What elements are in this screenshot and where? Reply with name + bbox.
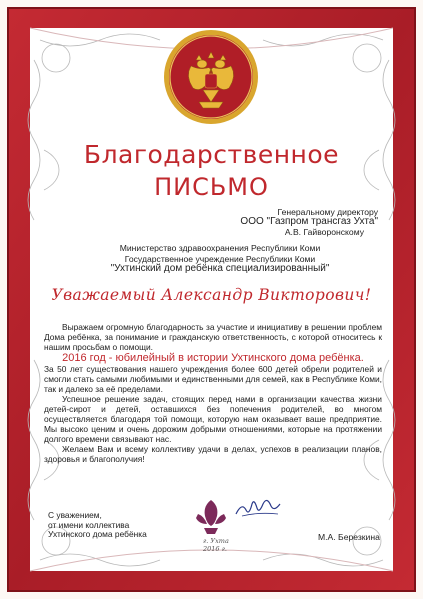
sender-ministry: Министерство здравоохранения Республики Коми	[119, 243, 321, 253]
closing-regards: С уважением,	[48, 510, 102, 520]
institution-logo	[192, 496, 230, 540]
paragraph-jubilee: 2016 год - юбилейный в истории Ухтинского дома ребёнка.	[62, 352, 364, 364]
sender-name: "Ухтинский дом ребёнка специализированный"	[110, 263, 330, 274]
coat-of-arms-emblem	[161, 22, 261, 132]
closing-collective: Ухтинского дома ребёнка	[48, 529, 147, 539]
closing-block	[48, 511, 178, 540]
paragraph-1: Выражаем огромную благодарность за участие и инициативу в решении проблем Дома ребёнка, за понимание и гражданскую ответственность, с которой относитесь к нашим просьбам о помощи.	[44, 322, 382, 352]
paragraph-5: Желаем Вам и всему коллективу удачи в делах, успехов в реализации планов, здоровья и благополучия!	[44, 444, 382, 464]
year: 2016 г.	[203, 544, 227, 553]
addressee-position: Генеральному директору	[277, 207, 378, 217]
closing-on-behalf: от имени коллектива	[48, 519, 130, 530]
letter-title-line2: ПИСЬМО	[154, 173, 269, 201]
handwritten-signature	[232, 498, 284, 520]
paragraph-3: За 50 лет существования нашего учреждения более 600 детей обрели родителей и смогли стать самыми любимыми и единственными для семей, как в Республике Коми, так и далеко за её пределами.	[44, 364, 383, 394]
sender-institution: Государственное учреждение Республики Коми	[124, 253, 316, 264]
letter-title-line1: Благодарственное	[83, 140, 340, 169]
signer-name: М.А. Березкина	[318, 532, 380, 542]
sender-block	[60, 243, 380, 275]
addressee-name: А.В. Гайворонскому	[284, 227, 364, 237]
addressee-block	[138, 207, 378, 237]
addressee-company: ООО "Газпром трансгаз Ухта"	[240, 216, 378, 227]
letter-body	[44, 322, 382, 464]
city: г. Ухта	[203, 537, 229, 545]
salutation: Уважаемый Александр Викторович!	[51, 286, 372, 304]
paragraph-4: Успешное решение задач, стоящих перед нами в организации качества жизни детей-сирот и детей, оставшихся без попечения родителей, во многом осуществляется благодаря той помощи, которую нам оказывает ваше предприятие. Мы высоко ценим и очень дорожим добрыми отношениями, которые на протяжении долгого времени связывают нас.	[44, 394, 382, 444]
place-and-date	[203, 538, 229, 553]
